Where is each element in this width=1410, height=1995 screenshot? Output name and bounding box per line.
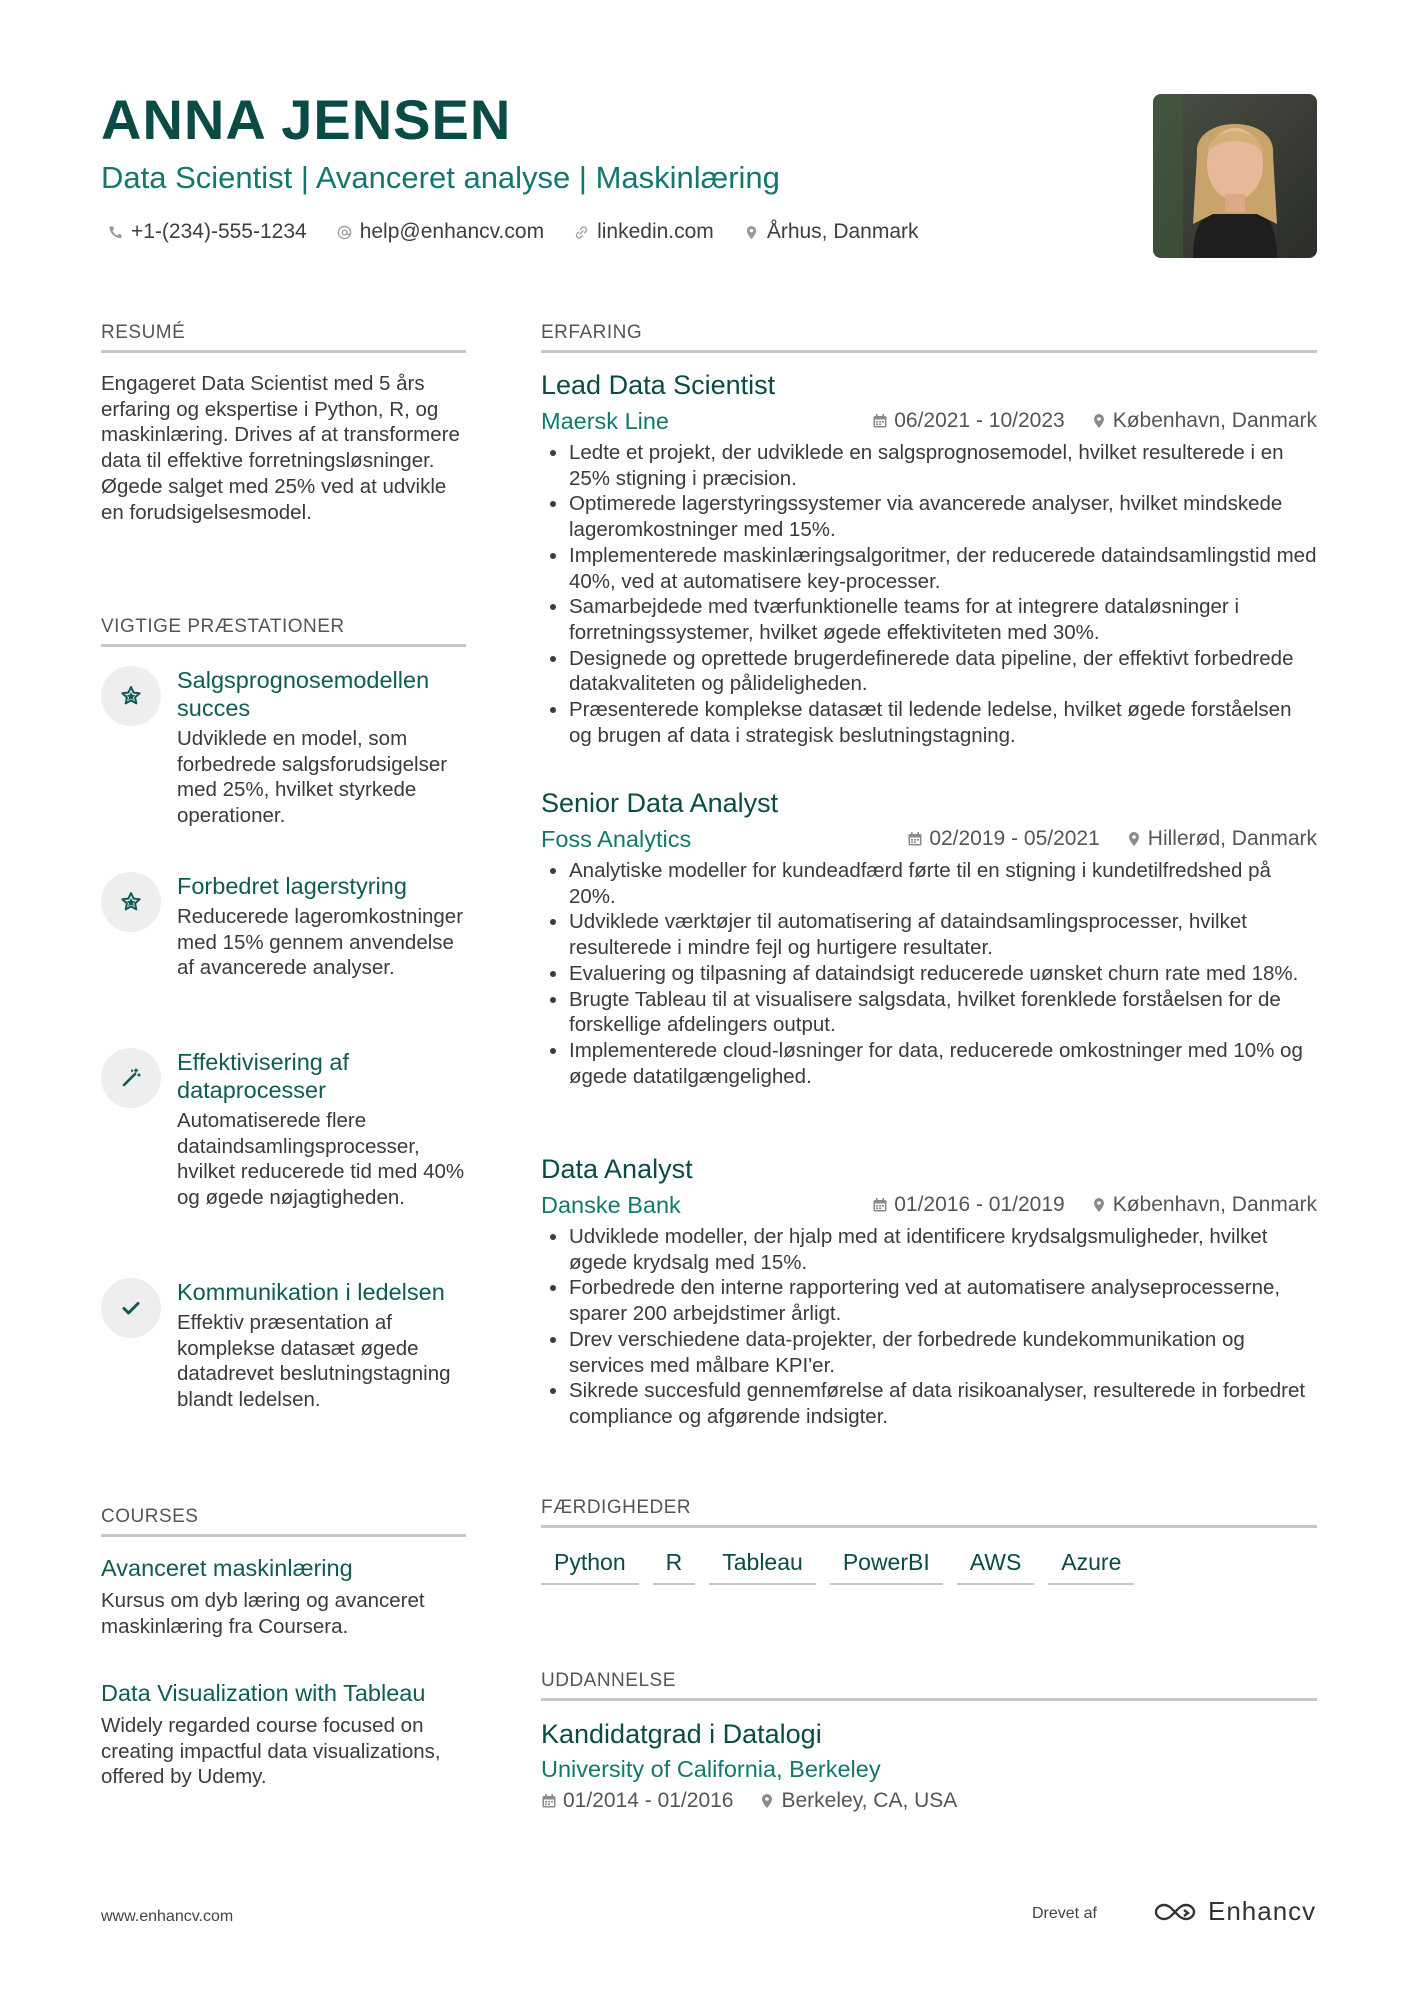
skill-tag: AWS	[957, 1549, 1035, 1585]
course-text: Kursus om dyb læring og avanceret maskinlæring fra Coursera.	[101, 1589, 425, 1638]
job-location-text: Hillerød, Danmark	[1147, 827, 1317, 850]
job-dates	[872, 409, 1064, 433]
footer-powered-by: Drevet af	[1032, 1905, 1097, 1922]
achievement-item	[101, 1048, 471, 1211]
company-name: Foss Analytics	[541, 825, 692, 852]
job-entry	[541, 787, 1317, 1089]
list-item: • Ledte et projekt, der udviklede en salgsprognosemodel, hvilket resulterede i en 25% stigning i præcision.	[569, 440, 1317, 491]
achievement-text: Udviklede en model, som forbedrede salgsforudsigelser med 25%, hvilket styrkede operationer.	[177, 727, 448, 828]
achievement-item	[101, 1278, 471, 1413]
job-dates-text: 06/2021 - 10/2023	[894, 409, 1065, 432]
job-title: Data Analyst	[541, 1154, 693, 1184]
calendar-icon	[541, 1793, 557, 1809]
location-icon	[1091, 1197, 1107, 1213]
education-location-text: Berkeley, CA, USA	[781, 1789, 958, 1812]
list-item: • Implementerede cloud-løsninger for data, reducerede omkostninger med 10% og øgede datatilgængelighed.	[569, 1038, 1317, 1089]
achievement-title: Effektivisering af dataprocesser	[177, 1049, 349, 1103]
education-dates-text: 01/2014 - 01/2016	[563, 1789, 734, 1812]
contact-bar	[108, 220, 919, 244]
contact-linkedin-text: linkedin.com	[597, 220, 714, 243]
job-location-text: København, Danmark	[1112, 409, 1317, 432]
contact-email[interactable]	[337, 220, 544, 244]
candidate-title: Data Scientist | Avanceret analyse | Maskinlæring	[101, 160, 780, 195]
skills-list	[541, 1549, 1134, 1585]
achievement-title: Salgsprognosemodellen succes	[177, 667, 430, 721]
skill-tag: PowerBI	[830, 1549, 943, 1585]
contact-linkedin[interactable]	[574, 220, 714, 244]
company-name: Danske Bank	[541, 1191, 681, 1218]
job-title: Lead Data Scientist	[541, 370, 776, 400]
job-location	[1126, 827, 1317, 851]
list-item: • Præsenterede komplekse datasæt til ledende ledelse, hvilket øgede forståelsen og brugen af data i strategisk beslutningstagning.	[569, 697, 1317, 748]
achievement-title: Kommunikation i ledelsen	[177, 1279, 445, 1305]
list-item: • Brugte Tableau til at visualisere salgsdata, hvilket forenklede forståelsen for de forskellige afdelingers output.	[569, 987, 1317, 1038]
list-item: • Sikrede succesfuld gennemførelse af data risikoanalyser, resulterede in forbedret compliance og afgørende indsigter.	[569, 1378, 1317, 1429]
check-icon	[101, 1278, 161, 1338]
course-item	[101, 1679, 471, 1790]
star-icon	[101, 666, 161, 726]
list-item: • Udviklede modeller, der hjalp med at identificere krydsalgsmuligheder, hvilket øgede krydsalg med 15%.	[569, 1224, 1317, 1275]
calendar-icon	[907, 831, 923, 847]
location-icon	[744, 225, 759, 240]
job-title: Senior Data Analyst	[541, 788, 779, 818]
list-item: • Forbedrede den interne rapportering ved at automatisere analyseprocesserne, sparer 200 arbejdstimer årligt.	[569, 1275, 1317, 1326]
education-location	[759, 1789, 957, 1813]
job-entry	[541, 1153, 1317, 1430]
phone-icon	[108, 225, 123, 240]
job-location-text: København, Danmark	[1112, 1193, 1317, 1216]
profile-photo	[1153, 94, 1317, 258]
list-item: • Drev verschiedene data-projekter, der forbedrede kundekommunikation og services med målbare KPI'er.	[569, 1327, 1317, 1378]
job-bullets	[541, 440, 1317, 748]
degree-title: Kandidatgrad i Datalogi	[541, 1719, 822, 1749]
experience-heading: ERFARING	[541, 322, 1317, 353]
calendar-icon	[872, 1197, 888, 1213]
location-icon	[759, 1793, 775, 1809]
contact-email-text: help@enhancv.com	[359, 220, 545, 243]
list-item: • Analytiske modeller for kundeadfærd førte til en stigning i kundetilfredshed på 20%.	[569, 858, 1317, 909]
skills-heading: FÆRDIGHEDER	[541, 1497, 1317, 1528]
contact-phone	[108, 220, 307, 244]
course-title: Data Visualization with Tableau	[101, 1680, 426, 1706]
job-bullets	[541, 1224, 1317, 1430]
calendar-icon	[872, 413, 888, 429]
job-dates-text: 01/2016 - 01/2019	[894, 1193, 1065, 1216]
achievement-item	[101, 872, 471, 981]
education-entry	[541, 1718, 1317, 1813]
achievement-text: Reducerede lageromkostninger med 15% gennem anvendelse af avancerede analyser.	[177, 905, 464, 980]
job-dates	[872, 1193, 1064, 1217]
achievement-item	[101, 666, 471, 829]
job-entry	[541, 369, 1317, 748]
list-item: • Designede og oprettede brugerdefinerede data pipeline, der effektivt forbedrede datakvaliteten og pålideligheden.	[569, 646, 1317, 697]
candidate-name: ANNA JENSEN	[101, 88, 512, 151]
job-location	[1091, 1193, 1317, 1217]
skill-tag: Tableau	[709, 1549, 816, 1585]
list-item: • Udviklede værktøjer til automatisering af dataindsamlingsprocesser, hvilket resulterede i mindre fejl og hurtigere resultater.	[569, 909, 1317, 960]
summary-text: Engageret Data Scientist med 5 års erfaring og ekspertise i Python, R, og maskinlæring. Drives af at transformere data til effektive forretningsløsninger. Øgede salget med 25% ved at udvikle en forudsigelsesmodel.	[101, 372, 460, 524]
school-name: University of California, Berkeley	[541, 1756, 881, 1782]
job-dates	[907, 827, 1099, 851]
footer-brand-text: Enhancv	[1208, 1896, 1317, 1926]
company-name: Maersk Line	[541, 407, 669, 434]
job-location	[1091, 409, 1317, 433]
footer-brand[interactable]	[1152, 1896, 1316, 1927]
list-item: • Samarbejdede med tværfunktionelle teams for at integrere dataløsninger i forretningssystemer, hvilket øgede effektiviteten med 30%.	[569, 594, 1317, 645]
magic-wand-icon	[101, 1048, 161, 1108]
education-heading: UDDANNELSE	[541, 1670, 1317, 1701]
link-icon	[574, 225, 589, 240]
skill-tag: Azure	[1048, 1549, 1134, 1585]
course-text: Widely regarded course focused on creating impactful data visualizations, offered by Udemy.	[101, 1714, 441, 1789]
contact-location	[744, 220, 919, 244]
achievements-heading: VIGTIGE PRÆSTATIONER	[101, 616, 466, 647]
job-dates-text: 02/2019 - 05/2021	[929, 827, 1100, 850]
location-icon	[1091, 413, 1107, 429]
courses-heading: COURSES	[101, 1506, 466, 1537]
list-item: • Evaluering og tilpasning af dataindsigt reducerede uønsket churn rate med 18%.	[569, 961, 1317, 987]
location-icon	[1126, 831, 1142, 847]
skill-tag: R	[653, 1549, 696, 1585]
achievement-text: Effektiv præsentation af komplekse datasæt øgede datadrevet beslutningstagning blandt ledelsen.	[177, 1311, 451, 1412]
job-bullets	[541, 858, 1317, 1089]
enhancv-logo-icon	[1152, 1900, 1198, 1924]
list-item: • Optimerede lagerstyringssystemer via avancerede analyser, hvilket mindskede lageromkostninger med 15%.	[569, 491, 1317, 542]
star-icon	[101, 872, 161, 932]
course-item	[101, 1554, 471, 1639]
contact-phone-text: +1-(234)-555-1234	[131, 220, 307, 243]
achievement-title: Forbedret lagerstyring	[177, 873, 407, 899]
education-dates	[541, 1789, 733, 1813]
achievement-text: Automatiserede flere dataindsamlingsprocesser, hvilket reducerede tid med 40% og øgede nøjagtigheden.	[177, 1109, 465, 1210]
skill-tag: Python	[541, 1549, 639, 1585]
at-icon	[337, 225, 352, 240]
course-title: Avanceret maskinlæring	[101, 1555, 353, 1581]
list-item: • Implementerede maskinlæringsalgoritmer, der reducerede dataindsamlingstid med 40%, ved at automatisere key-processer.	[569, 543, 1317, 594]
contact-location-text: Århus, Danmark	[766, 220, 919, 243]
footer-url[interactable]: www.enhancv.com	[101, 1908, 234, 1925]
summary-heading: RESUMÉ	[101, 322, 466, 353]
